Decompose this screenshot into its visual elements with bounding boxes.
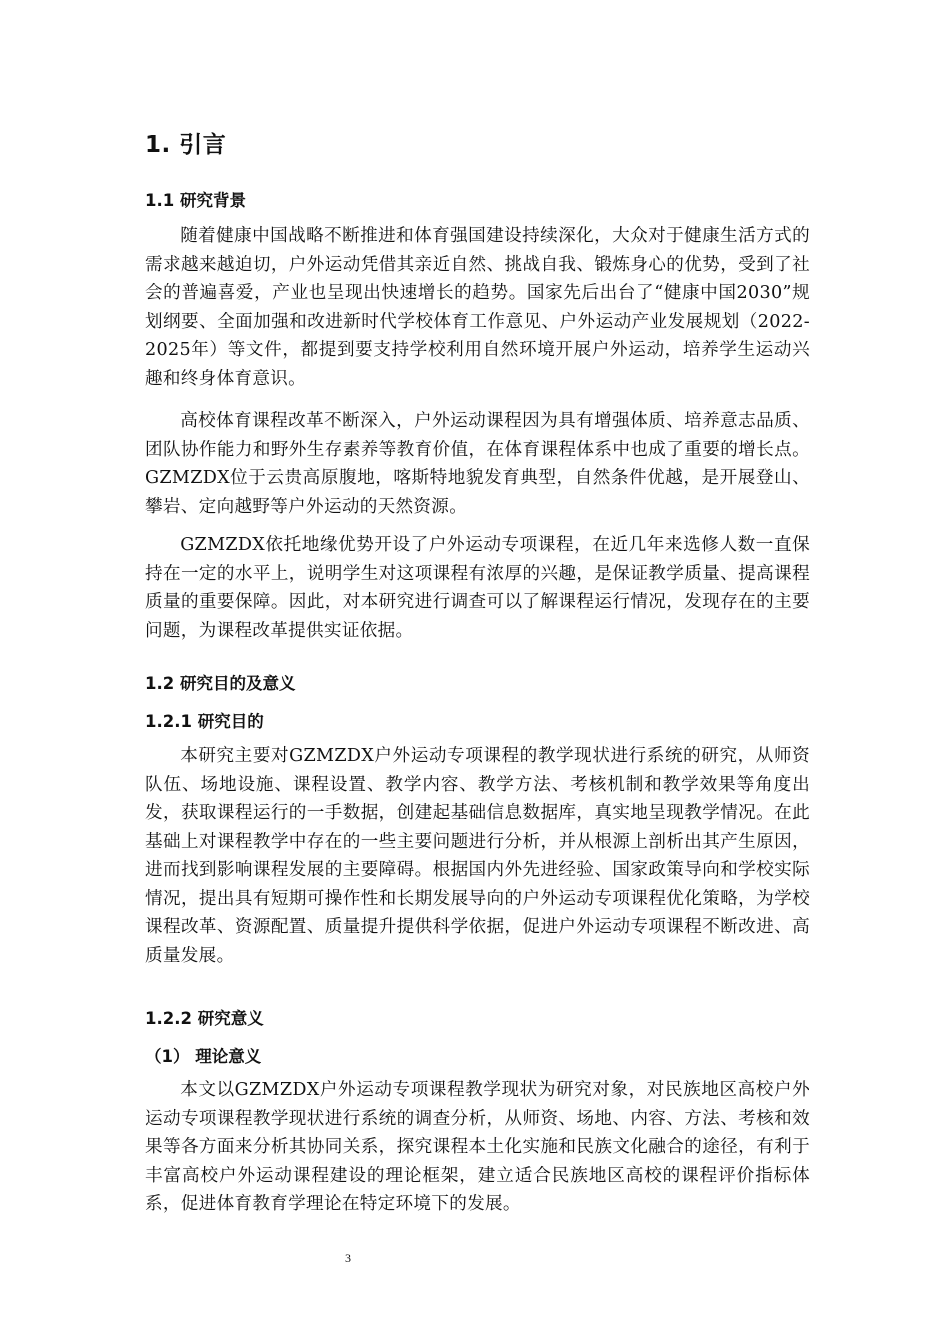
- section-heading-1-1: 1.1 研究背景: [145, 191, 246, 210]
- section-heading-1-2: 1.2 研究目的及意义: [145, 674, 296, 693]
- paragraph: 本文以GZMZDX户外运动专项课程教学现状为研究对象，对民族地区高校户外运动专项课程教学现状进行系统的调查分析，从师资、场地、内容、方法、考核和效果等各方面来分析其协同关系，探究课程本土化实施和民族文化融合的途径，有利于丰富高校户外运动课程建设的理论框架，建立适合民族地区高校的课程评价指标体系，促进体育教育学理论在特定环境下的发展。: [145, 1080, 810, 1214]
- paragraph: GZMZDX依托地缘优势开设了户外运动专项课程，在近几年来选修人数一直保持在一定的水平上，说明学生对这项课程有浓厚的兴趣，是保证教学质量、提高课程质量的重要保障。因此，对本研究进行调查可以了解课程运行情况，发现存在的主要问题，为课程改革提供实证依据。: [145, 535, 810, 641]
- paragraph: 本研究主要对GZMZDX户外运动专项课程的教学现状进行系统的研究，从师资队伍、场地设施、课程设置、教学内容、教学方法、考核机制和教学效果等角度出发，获取课程运行的一手数据，创建起基础信息数据库，真实地呈现教学情况。在此基础上对课程教学中存在的一些主要问题进行分析，并从根源上剖析出其产生原因，进而找到影响课程发展的主要障碍。根据国内外先进经验、国家政策导向和学校实际情况，提出具有短期可操作性和长期发展导向的户外运动专项课程优化策略，为学校课程改革、资源配置、质量提升提供科学依据，促进户外运动专项课程不断改进、高质量发展。: [145, 746, 810, 966]
- paragraph: 高校体育课程改革不断深入，户外运动课程因为具有增强体质、培养意志品质、团队协作能力和野外生存素养等教育价值，在体育课程体系中也成了重要的增长点。GZMZDX位于云贵高原腹地，喀斯特地貌发育典型，自然条件优越，是开展登山、攀岩、定向越野等户外运动的天然资源。: [145, 411, 810, 517]
- paragraph: 随着健康中国战略不断推进和体育强国建设持续深化，大众对于健康生活方式的需求越来越迫切，户外运动凭借其亲近自然、挑战自我、锻炼身心的优势，受到了社会的普遍喜爱，产业也呈现出快速增长的趋势。国家先后出台了“健康中国2030”规划纲要、全面加强和改进新时代学校体育工作意见、户外运动产业发展规划（2022-2025年）等文件，都提到要支持学校利用自然环境开展户外运动，培养学生运动兴趣和终身体育意识。: [145, 226, 810, 389]
- subsubsection-heading-theory: （1） 理论意义: [145, 1047, 262, 1066]
- subsection-heading-1-2-2: 1.2.2 研究意义: [145, 1009, 264, 1028]
- page-number: 3: [345, 1251, 351, 1265]
- subsection-heading-1-2-1: 1.2.1 研究目的: [145, 712, 264, 731]
- chapter-title: 1. 引言: [145, 132, 227, 158]
